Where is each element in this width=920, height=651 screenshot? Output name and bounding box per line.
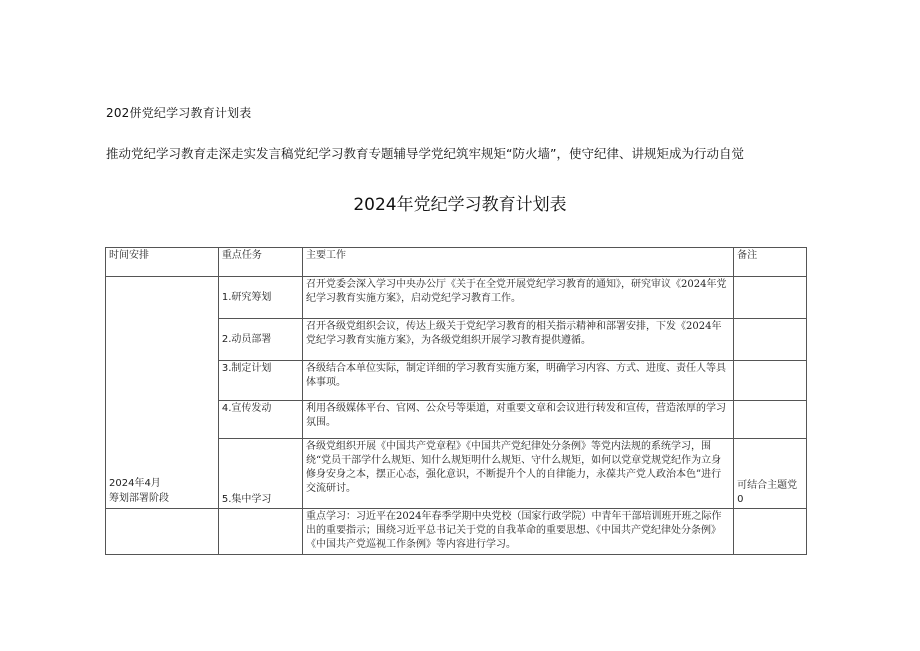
header-cell-task: 重点任务 <box>218 248 302 277</box>
task-cell <box>218 361 302 401</box>
work-cell: 各级结合本单位实际，制定详细的学习教育实施方案，明确学习内容、方式、进度、责任人等具体事项。 <box>303 361 734 401</box>
task-label: 2.动员部署 <box>221 333 272 345</box>
time-stage: 筹划部署阶段 <box>109 493 169 504</box>
time-cell-empty <box>106 509 219 555</box>
note-cell <box>734 509 807 555</box>
work-cell: 重点学习：习近平在2024年春季学期中央党校（国家行政学院）中青年干部培训班开班之际作出的重要指示；围绕习近平总书记关于党的自我革命的重要思想、《中国共产党纪律处分条例》《中国共产党巡视工作条例》等内容进行学习。 <box>303 509 734 555</box>
task-cell <box>218 509 302 555</box>
time-period: 2024年4月 <box>109 478 161 489</box>
note-cell <box>734 401 807 439</box>
task-cell <box>218 439 302 509</box>
task-cell <box>218 401 302 439</box>
table-row <box>106 509 807 555</box>
note-cell <box>734 361 807 401</box>
task-label: 4.宣传发动 <box>221 403 272 414</box>
task-cell <box>218 277 302 319</box>
header-line-1: 202併党纪学习教育计划表 <box>106 106 252 120</box>
work-cell: 召开党委会深入学习中央办公厅《关于在全党开展党纪学习教育的通知》，研究审议《2024年党纪学习教育实施方案》，启动党纪学习教育工作。 <box>303 277 734 319</box>
note-text: 可结合主题党0 <box>737 480 798 505</box>
work-cell: 利用各级媒体平台、官网、公众号等渠道，对重要文章和会议进行转发和宣传，营造浓厚的学习氛围。 <box>303 401 734 439</box>
note-cell <box>734 277 807 319</box>
plan-table <box>105 247 807 555</box>
task-label: 5.集中学习 <box>221 494 272 505</box>
note-cell <box>734 319 807 361</box>
work-cell: 各级党组织开展《中国共产党章程》《中国共产党纪律处分条例》等党内法规的系统学习，围绕“党员干部学什么规矩、知什么规矩明什么规矩、守什么规矩，如何以党章党规党纪作为立身修身安身之本，摆正心态，强化意识，不断提升个人的自律能力，永葆共产党人政治本色”进行交流研讨。 <box>303 439 734 509</box>
header-line-2: 推动党纪学习教育走深走实发言稿党纪学习教育专题辅导学党纪筑牢规矩“防火墙”，使守纪律、讲规矩成为行动自觉 <box>106 146 744 161</box>
note-cell <box>734 439 807 509</box>
work-cell: 召开各级党组织会议，传达上级关于党纪学习教育的相关指示精神和部署安排，下发《2024年党纪学习教育实施方案》，为各级党组织开展学习教育提供遵循。 <box>303 319 734 361</box>
document-title: 2024年党纪学习教育计划表 <box>353 195 567 215</box>
task-cell <box>218 319 302 361</box>
header-cell-time: 时间安排 <box>106 248 219 277</box>
time-cell <box>106 277 219 509</box>
table-row <box>106 277 807 319</box>
table-header-row <box>106 248 807 277</box>
header-cell-work: 主要工作 <box>303 248 734 277</box>
task-label: 3.制定计划 <box>221 363 272 374</box>
header-cell-note: 备注 <box>734 248 807 277</box>
task-label: 1.研究筹划 <box>221 291 272 303</box>
